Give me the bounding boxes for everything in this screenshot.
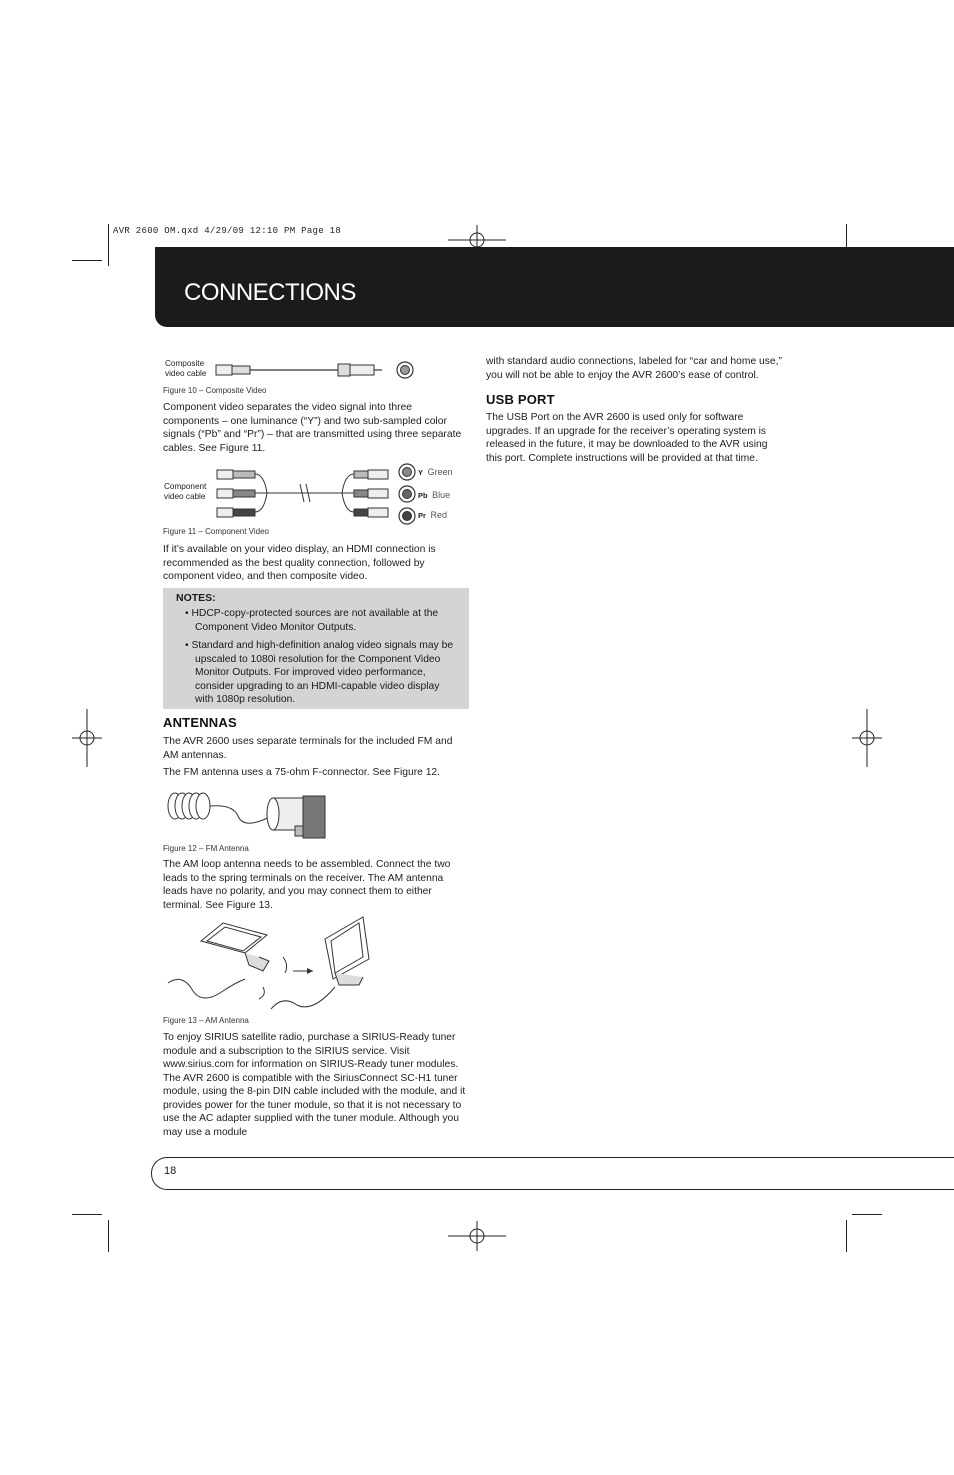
am-antenna-illustration [163,913,378,1013]
registration-mark-left [72,709,102,767]
sirius-continued-paragraph: with standard audio connections, labeled for “car and home use,” you will not be able to enjoy the AVR 2600’s ease of control. [486,356,782,381]
registration-mark-bottom [448,1221,506,1251]
print-slug: AVR 2600 OM.qxd 4/29/09 12:10 PM Page 18 [113,226,342,236]
hdmi-paragraph: If it’s available on your video display, an HDMI connection is recommended as the best quality connection, followed by component video, and then composite video. [163,544,436,582]
fig11-label: Component video cable [164,482,207,501]
page-title: CONNECTIONS [184,279,356,306]
fig12-caption: Figure 12 – FM Antenna [163,844,249,853]
component-cable-illustration [212,462,422,526]
jack-y: Y Green [418,467,453,477]
crop-mark [846,1220,847,1252]
usb-port-heading: USB PORT [486,392,555,407]
antennas-paragraph-2: The FM antenna uses a 75-ohm F-connector. See Figure 12. [163,767,441,778]
crop-mark [72,260,102,261]
jack-pr: Pr Red [418,510,447,520]
note-item: • Standard and high-definition analog video signals may be upscaled to 1080i resolution for the Component Video Monitor Outputs. For improved video performance, consider upgrading to an HDMI-capable video display with 1080p resolution. [185,640,454,705]
antennas-paragraph-3: The AM loop antenna needs to be assembled. Connect the two leads to the spring terminals on the receiver. The AM antenna leads have no polarity, and you may connect them to either terminal. See Figure 13. [163,859,451,911]
composite-cable-illustration [210,358,420,384]
crop-mark [72,1214,102,1215]
usb-port-paragraph: The USB Port on the AVR 2600 is used only for software upgrades. If an upgrade for the receiver’s operating system is released in the future, it may be downloaded to the AVR using this port. Complete instructions will be provided at that time. [486,412,768,464]
crop-mark [108,224,109,266]
fm-antenna-illustration [163,784,343,842]
antennas-heading: ANTENNAS [163,715,237,730]
notes-box [163,588,469,709]
sirius-paragraph: To enjoy SIRIUS satellite radio, purchase a SIRIUS-Ready tuner module and a subscription to the SIRIUS service. Visit www.sirius.com for information on SIRIUS-Ready tuner modules. The AVR 2600 is compatible with the SiriusConnect SC-H1 tuner module, using the 8-pin DIN cable included with the module, and it provides power for the tuner module, so that it is not necessary to use the AC adapter supplied with the tuner module. Although you may use a module [163,1032,466,1138]
fig11-caption: Figure 11 – Component Video [163,527,269,536]
crop-mark [108,1220,109,1252]
jack-pb: Pb Blue [418,490,451,500]
antennas-paragraph-1: The AVR 2600 uses separate terminals for the included FM and AM antennas. [163,736,453,761]
fig13-caption: Figure 13 – AM Antenna [163,1016,249,1025]
crop-mark [852,1214,882,1215]
footer-bar [151,1157,954,1190]
component-video-paragraph: Component video separates the video signal into three components – one luminance (“Y”) and two sub-sampled color signals (“Pb” and “Pr”) – that are transmitted using three separate cables. See Figure 11. [163,402,462,454]
fig10-caption: Figure 10 – Composite Video [163,386,267,395]
registration-mark-right [852,709,882,767]
notes-title: NOTES: [176,592,216,604]
fig10-label: Composite video cable [165,359,207,378]
page-number: 18 [164,1165,177,1177]
note-item: • HDCP-copy-protected sources are not available at the Component Video Monitor Outputs. [185,608,439,633]
